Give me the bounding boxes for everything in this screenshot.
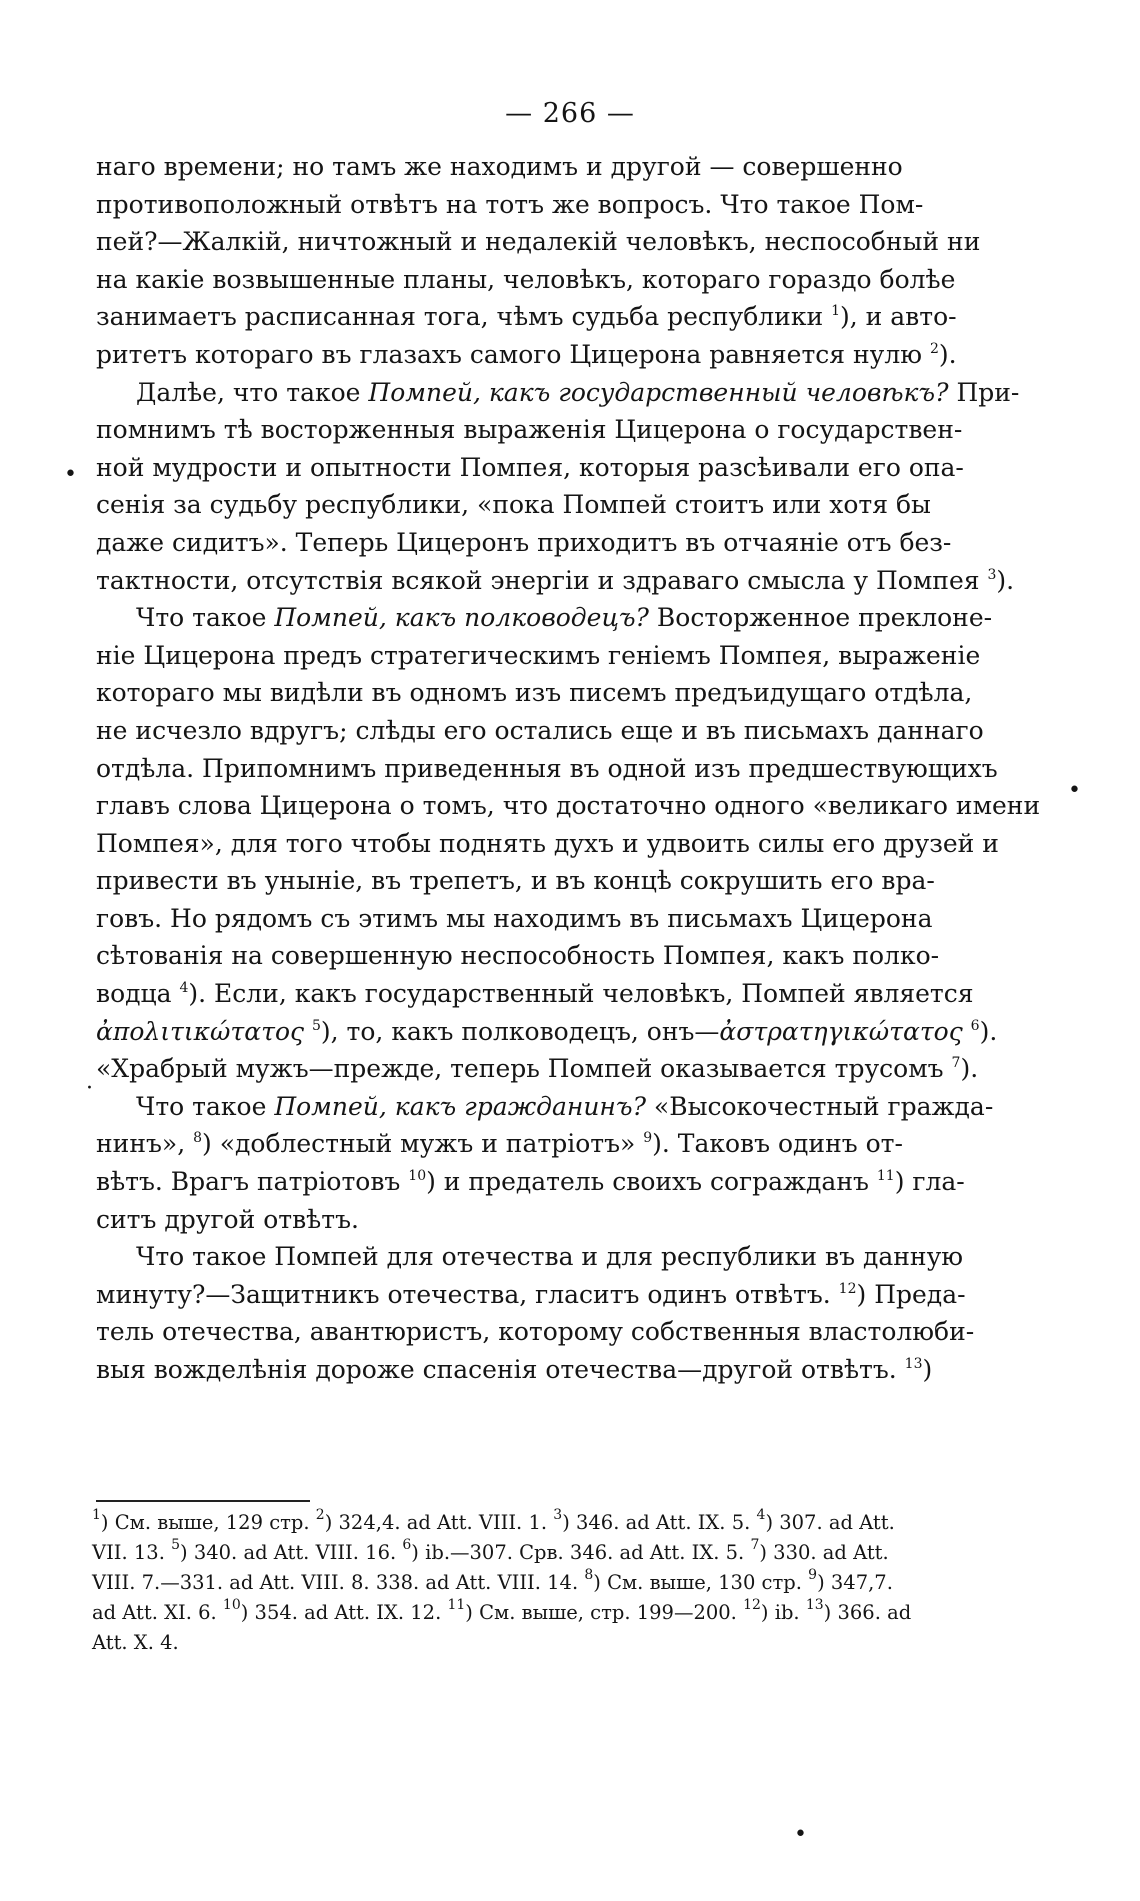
body-line [96,637,1050,675]
body-line [96,900,1050,938]
footnote-ref: 8 [193,1130,203,1147]
text-segment: помнимъ тѣ восторженныя выраженія Цицерона о государствен- [96,415,963,445]
footnote-line [92,1628,1052,1658]
text-segment: ніе Цицерона предъ стратегическимъ геніемъ Помпея, выраженіе [96,640,981,670]
body-line [96,1276,1050,1314]
body-line [96,186,1050,224]
body-line [96,1013,1050,1051]
italic-text: Помпей, какъ полководецъ? [274,603,649,633]
text-segment: не исчезло вдругъ; слѣды его остались еще и въ письмахъ даннаго [96,715,984,745]
body-line [96,336,1050,374]
text-segment: сенія за судьбу республики, «пока Помпей стоитъ или хотя бы [96,490,931,520]
body-line [96,1313,1050,1351]
page-dot-mark: • [794,1822,807,1847]
text-segment: ) и предатель своихъ согражданъ [426,1167,877,1197]
text-segment: Помпея», для того чтобы поднять духъ и удвоить силы его друзей и [96,828,999,858]
text-segment: занимаетъ расписанная тога, чѣмъ судьба республики [96,302,832,332]
body-line [96,787,1050,825]
text-segment: ) 366. ad [823,1601,912,1624]
text-segment: тактности, отсутствія всякой энергіи и здраваго смысла у Помпея [96,565,988,595]
italic-text: Помпей, какъ гражданинъ? [274,1091,646,1121]
text-segment: ). [979,1016,998,1046]
margin-dot-mark: • [64,462,77,487]
text-segment: ) ib.—307. Срв. 346. ad Att. IX. 5. [411,1541,751,1564]
footnote-ref: 7 [750,1537,760,1553]
text-segment: минуту?—Защитникъ отечества, гласитъ одинъ отвѣтъ. [96,1279,839,1309]
text-segment: выя вожделѣнія дороже спасенія отечества—другой отвѣтъ. [96,1355,905,1384]
body-line [96,261,1050,299]
body-line [96,374,1050,412]
text-segment: отдѣла. Припомнимъ приведенныя въ одной изъ предшествующихъ [96,753,998,783]
body-line [96,449,1050,487]
text-segment: тель отечества, авантюристъ, которому собственныя властолюби- [96,1317,975,1347]
footnote-ref: 9 [808,1567,818,1583]
text-segment: «Высокочестный гражда- [645,1091,994,1121]
text-segment: ) 346. ad Att. IX. 5. [562,1511,757,1534]
body-line [96,975,1050,1013]
footnote-ref: 12 [743,1597,761,1613]
footnote-ref: 11 [447,1597,466,1613]
text-segment: ) [922,1355,933,1384]
body-line [96,298,1050,336]
text-segment: главъ слова Цицерона о томъ, что достаточно одного «великаго имени [96,791,1041,821]
body-line [96,1201,1050,1239]
text-segment: противоположный отвѣтъ на тотъ же вопросъ. Что такое Пом- [96,189,924,219]
text-segment: Что такое [136,603,275,633]
footnotes [92,1508,1052,1658]
text-segment: ) 347,7. [817,1571,893,1594]
body-line [96,674,1050,712]
footnote-ref: 2 [929,340,939,357]
text-segment: ) 340. ad Att. VIII. 16. [180,1541,403,1564]
footnote-ref: 10 [408,1168,427,1185]
footnote-divider [96,1500,310,1502]
body-line [96,1050,1050,1088]
body-line [96,1163,1050,1201]
footnote-ref: 10 [222,1597,241,1613]
footnote-ref: 4 [179,980,189,997]
text-segment: Что такое [136,1091,275,1121]
body-line [96,750,1050,788]
text-segment: ) См. выше, 130 стр. [593,1571,809,1594]
footnote-line [92,1508,1052,1538]
text-segment: ) ib. [760,1601,806,1624]
text-segment: ) 354. ad Att. IX. 12. [240,1601,448,1624]
footnote-ref: 3 [553,1507,563,1523]
text-segment: ), и авто- [840,302,957,332]
text-segment: ). [996,565,1015,595]
footnote-ref: 9 [643,1130,653,1147]
text-segment: Att. X. 4. [92,1631,179,1654]
body-line [96,486,1050,524]
text-segment: водца [96,979,180,1009]
footnote-ref: 4 [756,1507,766,1523]
footnote-ref: 12 [838,1280,857,1297]
text-segment: При- [948,377,1020,407]
footnote-ref: 6 [970,1017,980,1034]
italic-text: ἀστρατηγικώτατος [719,1016,963,1046]
text-segment: ритетъ котораго въ глазахъ самого Цицерона равняется нулю [96,339,930,369]
body-line [96,148,1050,186]
text-segment: ) Преда- [856,1279,966,1309]
text-segment: ). Таковъ одинъ от- [652,1129,903,1159]
margin-dot-mark: • [1068,778,1081,803]
body-line [96,937,1050,975]
text-segment: ). [960,1054,979,1084]
text-segment: ). [938,339,957,369]
text-segment: котораго мы видѣли въ одномъ изъ писемъ предъидущаго отдѣла, [96,678,973,708]
footnote-line [92,1538,1052,1568]
text-segment: нинъ», [96,1129,194,1159]
footnote-ref: 8 [584,1567,594,1583]
text-segment: ) 330. ad Att. [759,1541,889,1564]
footnote-ref: 7 [951,1055,961,1072]
footnote-ref: 11 [876,1168,895,1185]
text-segment: ) «доблестный мужъ и патріотъ» [202,1129,644,1159]
footnote-line [92,1568,1052,1598]
text-segment: ). Если, какъ государственный человѣкъ, Помпей является [188,979,974,1009]
text-segment: ) См. выше, 129 стр. [100,1511,316,1534]
text-segment: Что такое Помпей для отечества и для республики въ данную [136,1242,964,1272]
text-segment: ad Att. XI. 6. [92,1601,223,1624]
text-segment: ) 324,4. ad Att. VIII. 1. [324,1511,554,1534]
body-text [96,148,1050,1389]
body-line [96,825,1050,863]
body-line [96,712,1050,750]
body-line [96,223,1050,261]
italic-text: ἀπολιτικώτατος [96,1016,305,1046]
body-line [96,862,1050,900]
body-line [96,411,1050,449]
body-line [96,1351,1050,1389]
footnote-ref: 6 [402,1537,412,1553]
text-segment [963,1017,971,1046]
body-line [96,524,1050,562]
text-segment: «Храбрый мужъ—прежде, теперь Помпей оказывается трусомъ [96,1054,952,1084]
footnote-line [92,1598,1052,1628]
text-segment: сѣтованія на совершенную неспособность Помпея, какъ полко- [96,941,940,971]
text-segment: наго времени; но тамъ же находимъ и другой — совершенно [96,152,903,181]
text-segment: ) 307. ad Att. [765,1511,895,1534]
text-segment: привести въ уныніе, въ трепетъ, и въ концѣ сокрушить его вра- [96,866,935,896]
page-number: — 266 — [505,98,635,129]
text-segment: ) гла- [894,1167,965,1197]
text-segment: VII. 13. [92,1541,172,1564]
footnote-ref: 1 [92,1507,101,1523]
footnote-ref: 13 [904,1356,923,1372]
text-segment: ) См. выше, стр. 199—200. [465,1601,744,1624]
footnote-ref: 5 [171,1537,181,1553]
text-segment: ), то, какъ полководецъ, онъ— [320,1016,720,1046]
body-line [96,562,1050,600]
text-segment: на какіе возвышенные планы, человѣкъ, котораго гораздо болѣе [96,264,956,294]
text-segment: ситъ другой отвѣтъ. [96,1204,359,1234]
footnote-ref: 2 [315,1507,325,1523]
footnote-ref: 13 [805,1597,824,1613]
text-segment: пей?—Жалкій, ничтожный и недалекій человѣкъ, неспособный ни [96,227,981,257]
body-line [96,1238,1050,1276]
text-segment: Далѣе, что такое [136,377,369,407]
text-segment [304,1017,312,1046]
body-line [96,1125,1050,1163]
text-segment: VIII. 7.—331. ad Att. VIII. 8. 338. ad Att. VIII. 14. [92,1571,585,1594]
footnote-ref: 3 [987,566,997,583]
text-segment: ной мудрости и опытности Помпея, которыя разсѣивали его опа- [96,452,964,482]
footnote-ref: 1 [831,303,841,320]
body-line [96,599,1050,637]
text-segment: даже сидитъ». Теперь Цицеронъ приходитъ въ отчаяніе отъ без- [96,527,952,557]
italic-text: Помпей, какъ государственный человѣкъ? [368,377,949,407]
text-segment: вѣтъ. Врагъ патріотовъ [96,1167,409,1197]
footnote-ref: 5 [311,1017,321,1034]
body-line [96,1088,1050,1126]
text-segment: Восторженное преклоне- [648,603,993,633]
margin-dot-mark: · [86,1076,93,1101]
text-segment: говъ. Но рядомъ съ этимъ мы находимъ въ письмахъ Цицерона [96,903,933,933]
